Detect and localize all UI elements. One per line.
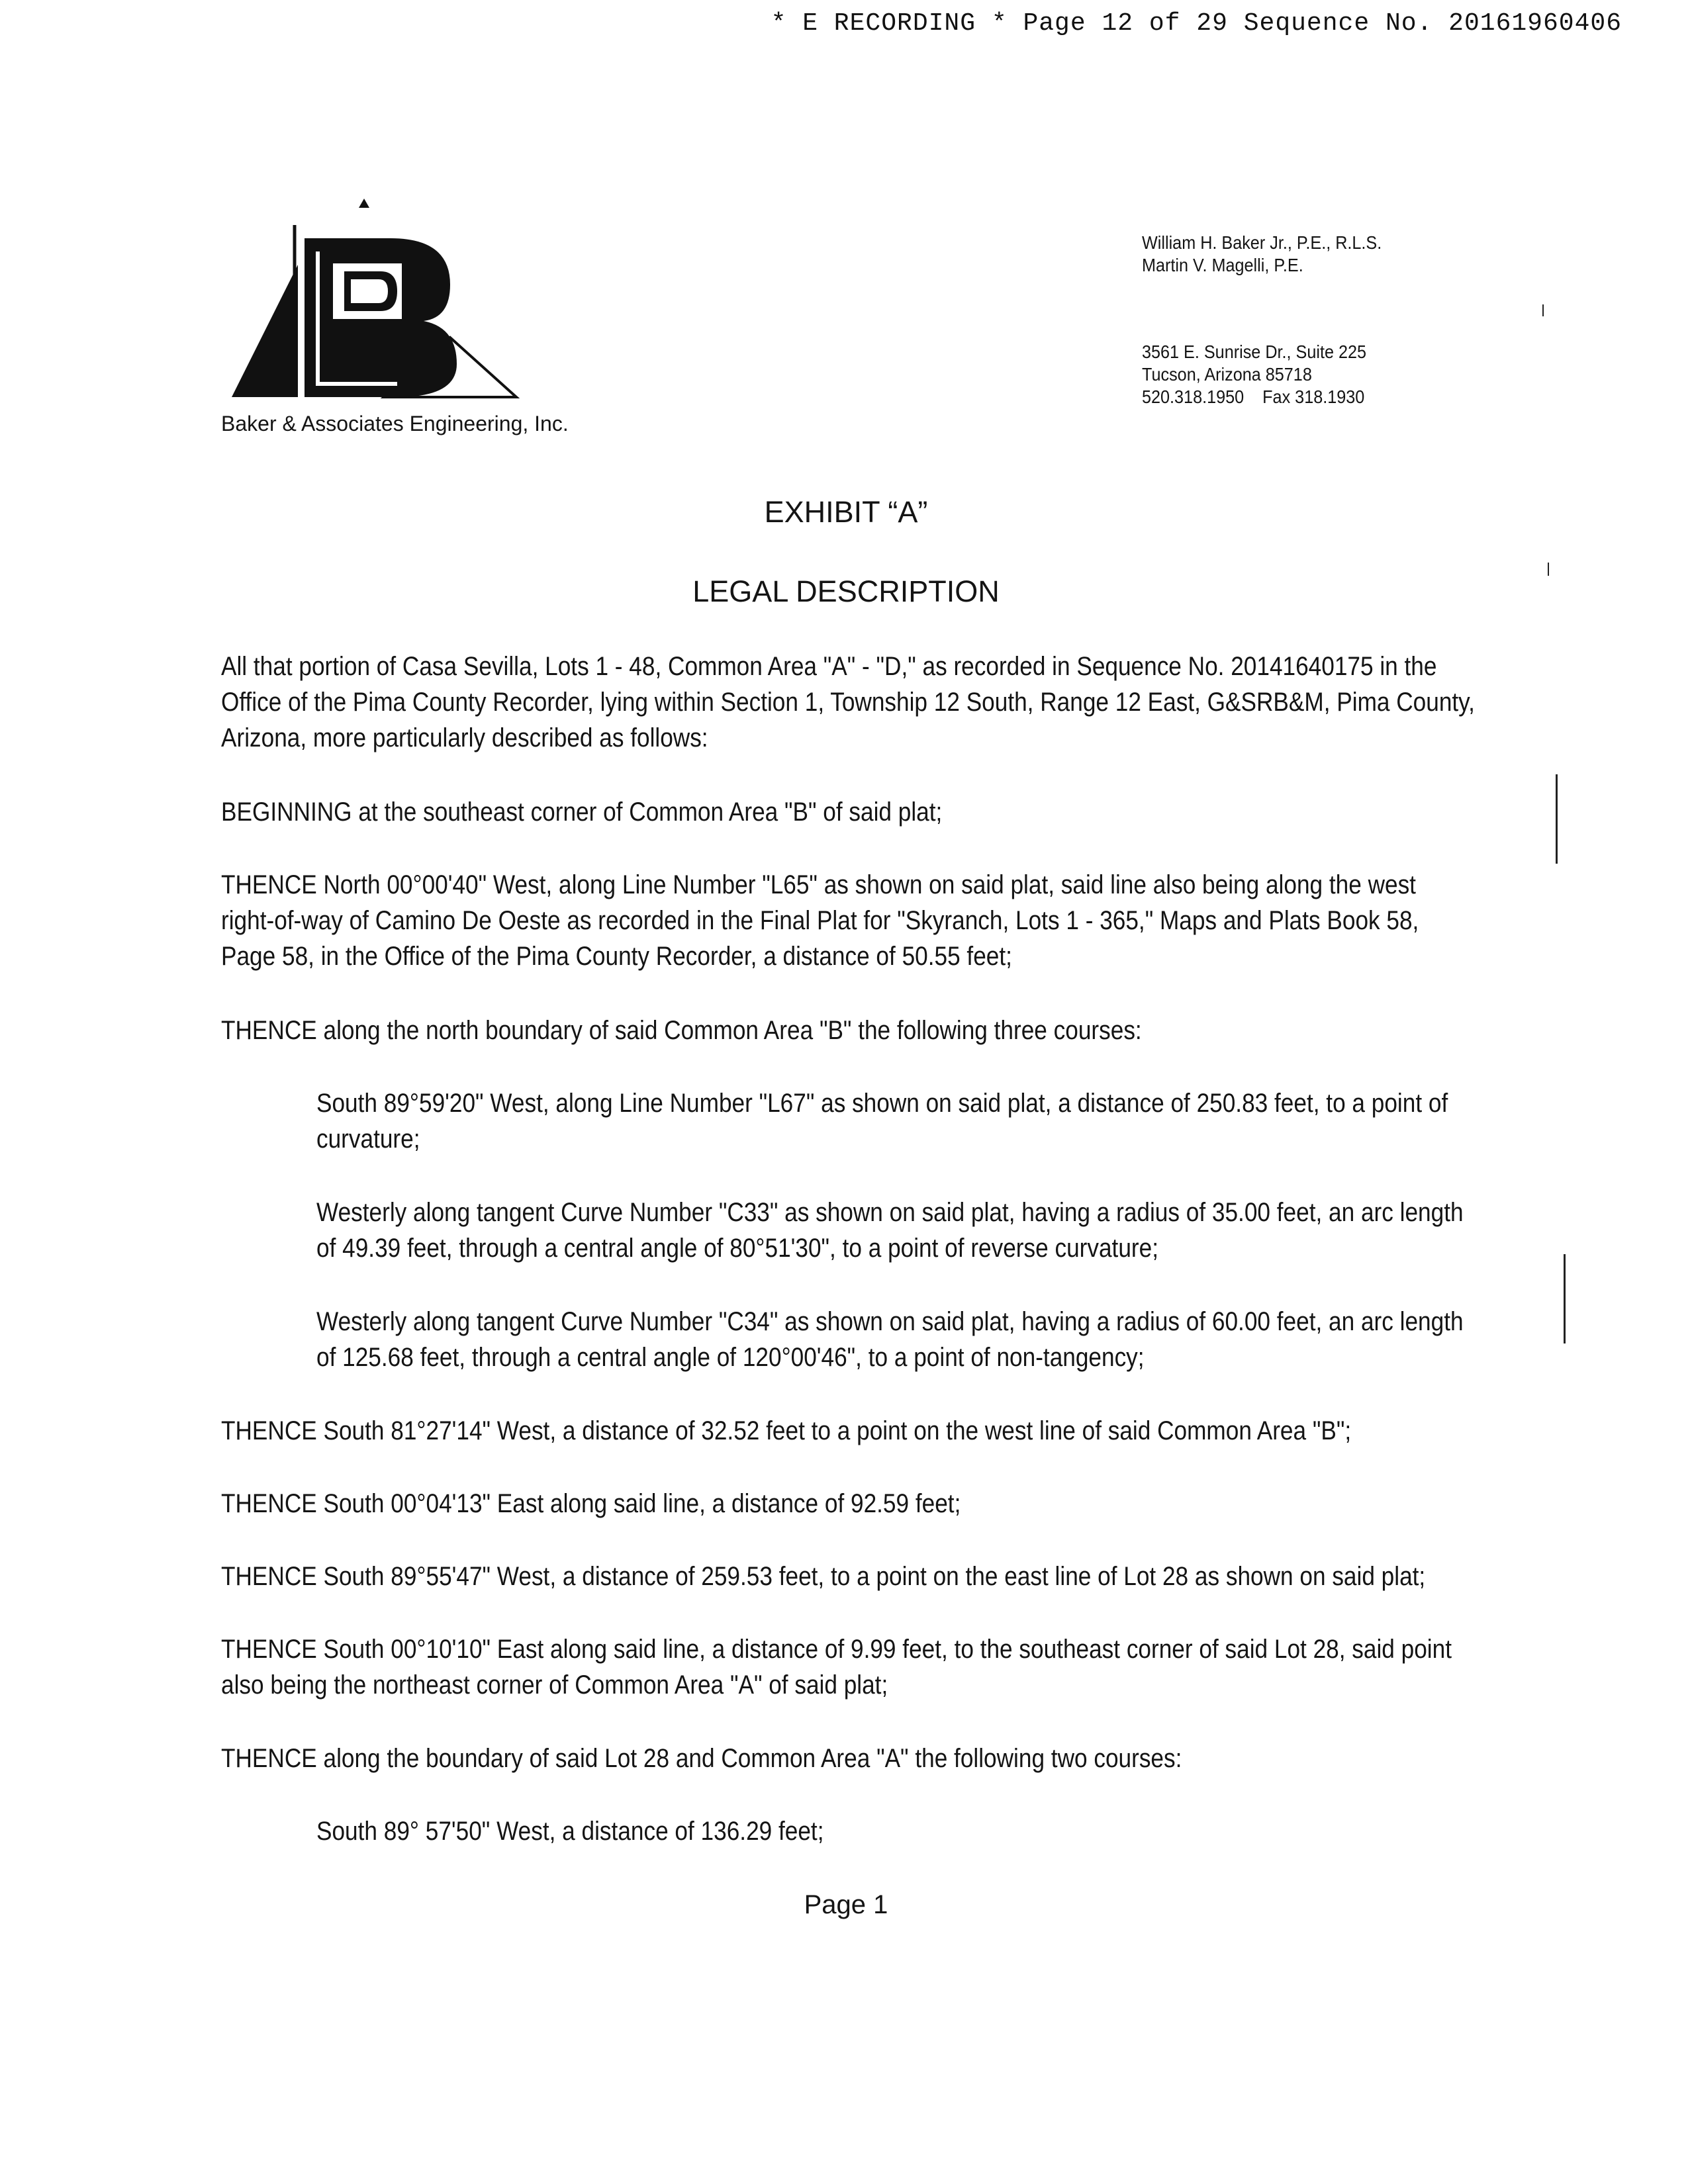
address-line: 3561 E. Sunrise Dr., Suite 225 [1142,341,1367,362]
text-line: THENCE South 00°10'10" East along said line, a distance of 9.99 feet, to the southeast corner of said Lot 28, said point [221,1635,1452,1664]
text-line: Westerly along tangent Curve Number "C33" as shown on said plat, having a radius of 35.00 feet, an arc length [316,1198,1464,1227]
course-paragraph [316,1304,1464,1375]
course-paragraph [316,1195,1464,1266]
company-logo [232,199,530,410]
text-line: All that portion of Casa Sevilla, Lots 1 - 48, Common Area "A" - "D," as recorded in Sequence No. 20141640175 in the [221,652,1437,681]
intro-paragraph [221,649,1475,756]
contact-names [1142,232,1382,277]
company-name: Baker & Associates Engineering, Inc. [221,412,569,435]
page-number: Page 1 [804,1890,888,1919]
scan-mark [1556,774,1558,864]
fax-number: Fax 318.1930 [1262,387,1365,407]
text-line: Office of the Pima County Recorder, lying within Section 1, Township 12 South, Range 12 East, G&SRB&M, Pima County, [221,688,1475,717]
text-line: THENCE North 00°00'40" West, along Line Number "L65" as shown on said plat, said line also being along the west [221,870,1416,899]
recording-header: * E RECORDING * Page 12 of 29 Sequence No. 20161960406 [771,9,1622,38]
text-line: curvature; [316,1124,420,1154]
phone-fax [1142,386,1366,408]
contact-person: Martin V. Magelli, P.E. [1142,255,1303,275]
text-line: of 49.39 feet, through a central angle of 80°51'30", to a point of reverse curvature; [316,1234,1158,1263]
thence-paragraph: THENCE South 00°04'13" East along said line, a distance of 92.59 feet; [221,1489,961,1518]
thence-paragraph: THENCE South 89°55'47" West, a distance of 259.53 feet, to a point on the east line of Lot 28 as shown on said plat; [221,1562,1426,1591]
contact-person: William H. Baker Jr., P.E., R.L.S. [1142,232,1382,253]
address-line: Tucson, Arizona 85718 [1142,364,1312,385]
beginning-paragraph: BEGINNING at the southeast corner of Common Area "B" of said plat; [221,797,943,827]
course-paragraph: South 89° 57'50" West, a distance of 136.29 feet; [316,1817,824,1846]
text-line: right-of-way of Camino De Oeste as recorded in the Final Plat for "Skyranch, Lots 1 - 365," Maps and Plats Book 58, [221,906,1419,935]
phone-number: 520.318.1950 [1142,387,1245,407]
section-title: LEGAL DESCRIPTION [692,574,1000,608]
text-line: Westerly along tangent Curve Number "C34" as shown on said plat, having a radius of 60.00 feet, an arc length [316,1307,1464,1336]
thence-paragraph [221,1631,1452,1703]
text-line: Page 58, in the Office of the Pima County Recorder, a distance of 50.55 feet; [221,942,1012,971]
scan-mark [1548,563,1549,576]
scan-mark [1542,304,1544,316]
thence-paragraph: THENCE South 81°27'14" West, a distance of 32.52 feet to a point on the west line of said Common Area "B"; [221,1416,1352,1445]
scan-mark [1564,1254,1566,1343]
text-line: Arizona, more particularly described as follows: [221,723,708,752]
contact-address [1142,341,1366,408]
thence-north-paragraph [221,867,1419,974]
exhibit-title: EXHIBIT “A” [764,495,928,529]
text-line: South 89°59'20" West, along Line Number "L67" as shown on said plat, a distance of 250.83 feet, to a point of [316,1089,1448,1118]
two-courses-paragraph: THENCE along the boundary of said Lot 28 and Common Area "A" the following two courses: [221,1744,1182,1773]
course-paragraph [316,1085,1448,1157]
text-line: of 125.68 feet, through a central angle of 120°00'46", to a point of non-tangency; [316,1343,1145,1372]
text-line: also being the northeast corner of Common Area "A" of said plat; [221,1670,888,1700]
three-courses-paragraph: THENCE along the north boundary of said Common Area "B" the following three courses: [221,1016,1142,1045]
